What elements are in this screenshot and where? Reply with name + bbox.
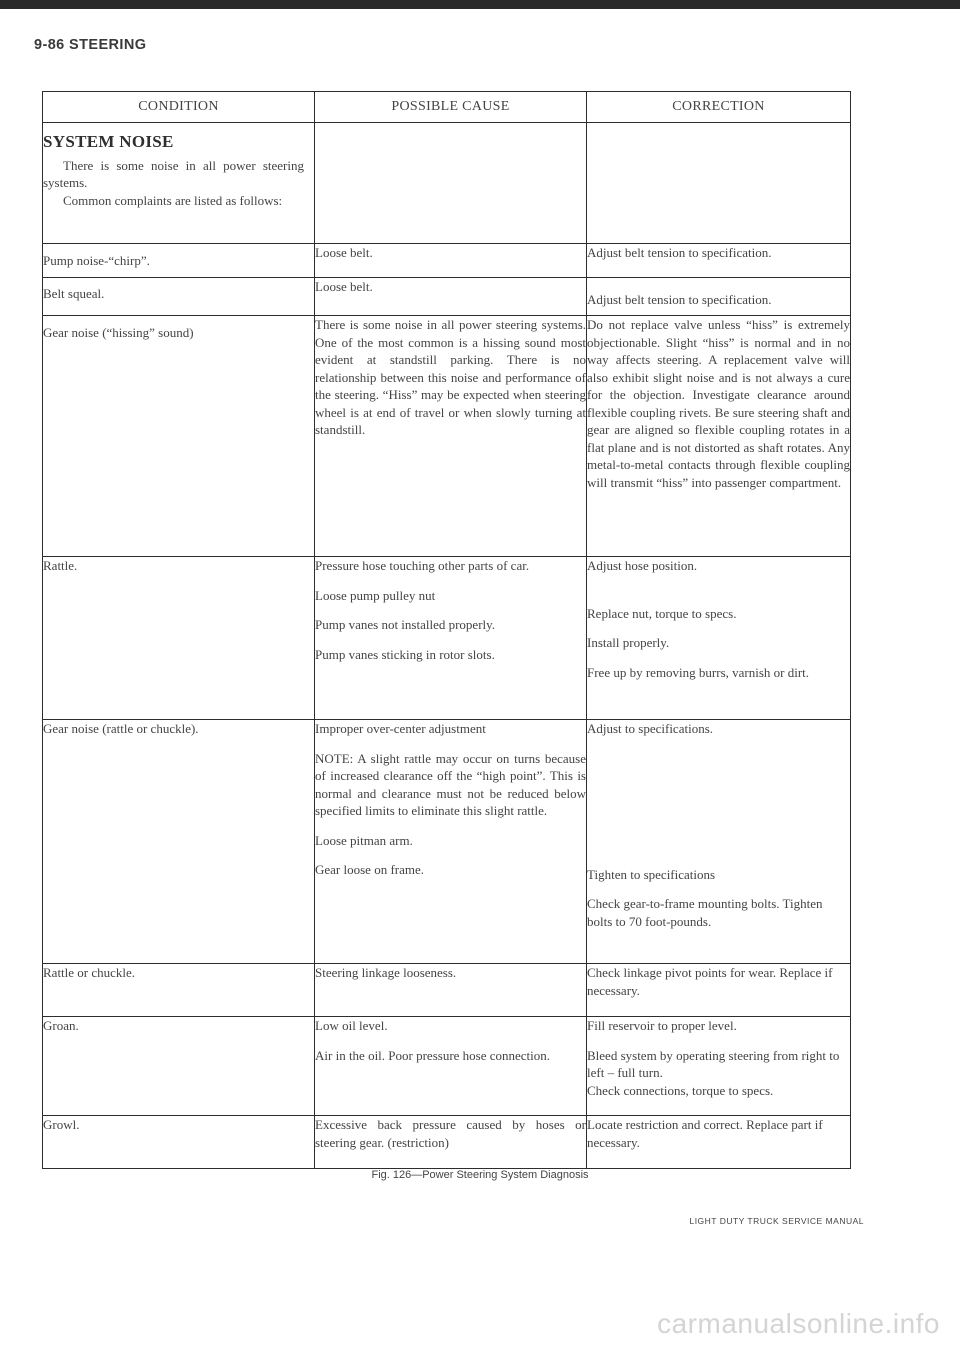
- condition-cell: Gear noise (“hissing” sound): [43, 316, 315, 557]
- system-noise-cell: [43, 123, 315, 244]
- cause-item: Low oil level.: [315, 1018, 388, 1033]
- condition-cell: Belt squeal.: [43, 278, 315, 316]
- correction-item: Replace nut, torque to specs.: [587, 605, 737, 621]
- header-correction: CORRECTION: [587, 92, 851, 123]
- system-noise-complaints: Common complaints are listed as follows:: [63, 192, 283, 208]
- table-row: [43, 557, 851, 720]
- correction-item: Free up by removing burrs, varnish or dirt.: [587, 664, 810, 680]
- cause-cell: Steering linkage looseness.: [315, 964, 587, 1017]
- correction-cell: [587, 720, 851, 964]
- correction-cell: Check linkage pivot points for wear. Replace if necessary.: [587, 964, 851, 1017]
- cause-item: Loose pitman arm.: [315, 832, 413, 848]
- correction-item: Bleed system by operating steering from right to left – full turn.: [587, 1047, 840, 1080]
- top-rule: [0, 0, 960, 9]
- condition-cell: Gear noise (rattle or chuckle).: [43, 720, 315, 964]
- correction-item: Check gear-to-frame mounting bolts. Tighten bolts to 70 foot-pounds.: [587, 896, 823, 929]
- correction-cell: [587, 557, 851, 720]
- condition-cell: Rattle.: [43, 557, 315, 720]
- cause-item: Air in the oil. Poor pressure hose connection.: [315, 1047, 551, 1063]
- correction-cell: Adjust belt tension to specification.: [587, 278, 851, 316]
- cause-cell: Loose belt.: [315, 244, 587, 278]
- header-possible-cause: POSSIBLE CAUSE: [315, 92, 587, 123]
- cause-item: Loose pump pulley nut: [315, 587, 436, 603]
- condition-cell: Groan.: [43, 1017, 315, 1116]
- correction-item: Check connections, torque to specs.: [587, 1082, 774, 1098]
- cause-item: Gear loose on frame.: [315, 862, 425, 877]
- correction-cell: Do not replace valve unless “hiss” is extremely objectionable. Slight “hiss” is normal and in no way affects steering. A replacement valve will also exhibit slight noise and is not always a cure for the objection. Investigate clearance around flexible coupling rivets. Be sure steering shaft and gear are aligned so flexible coupling rotates in a flat plane and is not distorted as shaft rotates. Any metal-to-metal contacts through flexible coupling will transmit “hiss” into passenger compartment.: [587, 316, 851, 557]
- cause-cell: [315, 557, 587, 720]
- correction-item: Fill reservoir to proper level.: [587, 1018, 737, 1033]
- condition-cell: Rattle or chuckle.: [43, 964, 315, 1017]
- cause-cell: Excessive back pressure caused by hoses or steering gear. (restriction): [315, 1116, 587, 1169]
- correction-item: Tighten to specifications: [587, 866, 716, 882]
- diagnosis-table: [42, 91, 851, 1169]
- system-noise-intro: There is some noise in all power steering systems.: [43, 157, 304, 190]
- correction-item: Install properly.: [587, 635, 670, 650]
- cause-item: Improper over-center adjustment: [315, 721, 486, 736]
- table-row: [43, 316, 851, 557]
- correction-cell: Locate restriction and correct. Replace part if necessary.: [587, 1116, 851, 1169]
- table-row: [43, 1017, 851, 1116]
- table-row: [43, 278, 851, 316]
- correction-item: Adjust to specifications.: [587, 721, 714, 736]
- cause-note: NOTE: A slight rattle may occur on turns because of increased clearance off the “high point”. This is normal and clearance must not be reduced below specified limits to eliminate this slight rattle.: [315, 750, 586, 818]
- condition-cell: Growl.: [43, 1116, 315, 1169]
- cause-cell: There is some noise in all power steering systems. One of the most common is a hissing sound most evident at standstill parking. There is no relationship between this noise and performance of the steering. “Hiss” may be expected when steering wheel is at end of travel or when slowly turning at standstill.: [315, 316, 587, 557]
- watermark: carmanualsonline.info: [657, 1308, 940, 1339]
- cause-item: Pump vanes not installed properly.: [315, 617, 496, 632]
- table-row: [43, 244, 851, 278]
- correction-item: Adjust hose position.: [587, 558, 698, 573]
- table-row: [43, 123, 851, 244]
- correction-cell: Adjust belt tension to specification.: [587, 244, 851, 278]
- table-row: [43, 1116, 851, 1169]
- cause-item: Pump vanes sticking in rotor slots.: [315, 646, 495, 662]
- cause-cell: Loose belt.: [315, 278, 587, 316]
- header-condition: CONDITION: [43, 92, 315, 123]
- system-noise-title: SYSTEM NOISE: [43, 132, 174, 151]
- table-row: [43, 720, 851, 964]
- cause-item: Pressure hose touching other parts of car.: [315, 558, 530, 573]
- cause-cell: [315, 720, 587, 964]
- cause-cell: [315, 1017, 587, 1116]
- empty-cause-cell: [315, 123, 587, 244]
- table-header-row: [43, 92, 851, 123]
- manual-footer: LIGHT DUTY TRUCK SERVICE MANUAL: [689, 1216, 864, 1226]
- correction-cell: [587, 1017, 851, 1116]
- page-header: 9-86 STEERING: [34, 37, 147, 53]
- figure-caption: Fig. 126—Power Steering System Diagnosis: [371, 1169, 589, 1181]
- empty-correction-cell: [587, 123, 851, 244]
- table-row: [43, 964, 851, 1017]
- condition-cell: Pump noise-“chirp”.: [43, 244, 315, 278]
